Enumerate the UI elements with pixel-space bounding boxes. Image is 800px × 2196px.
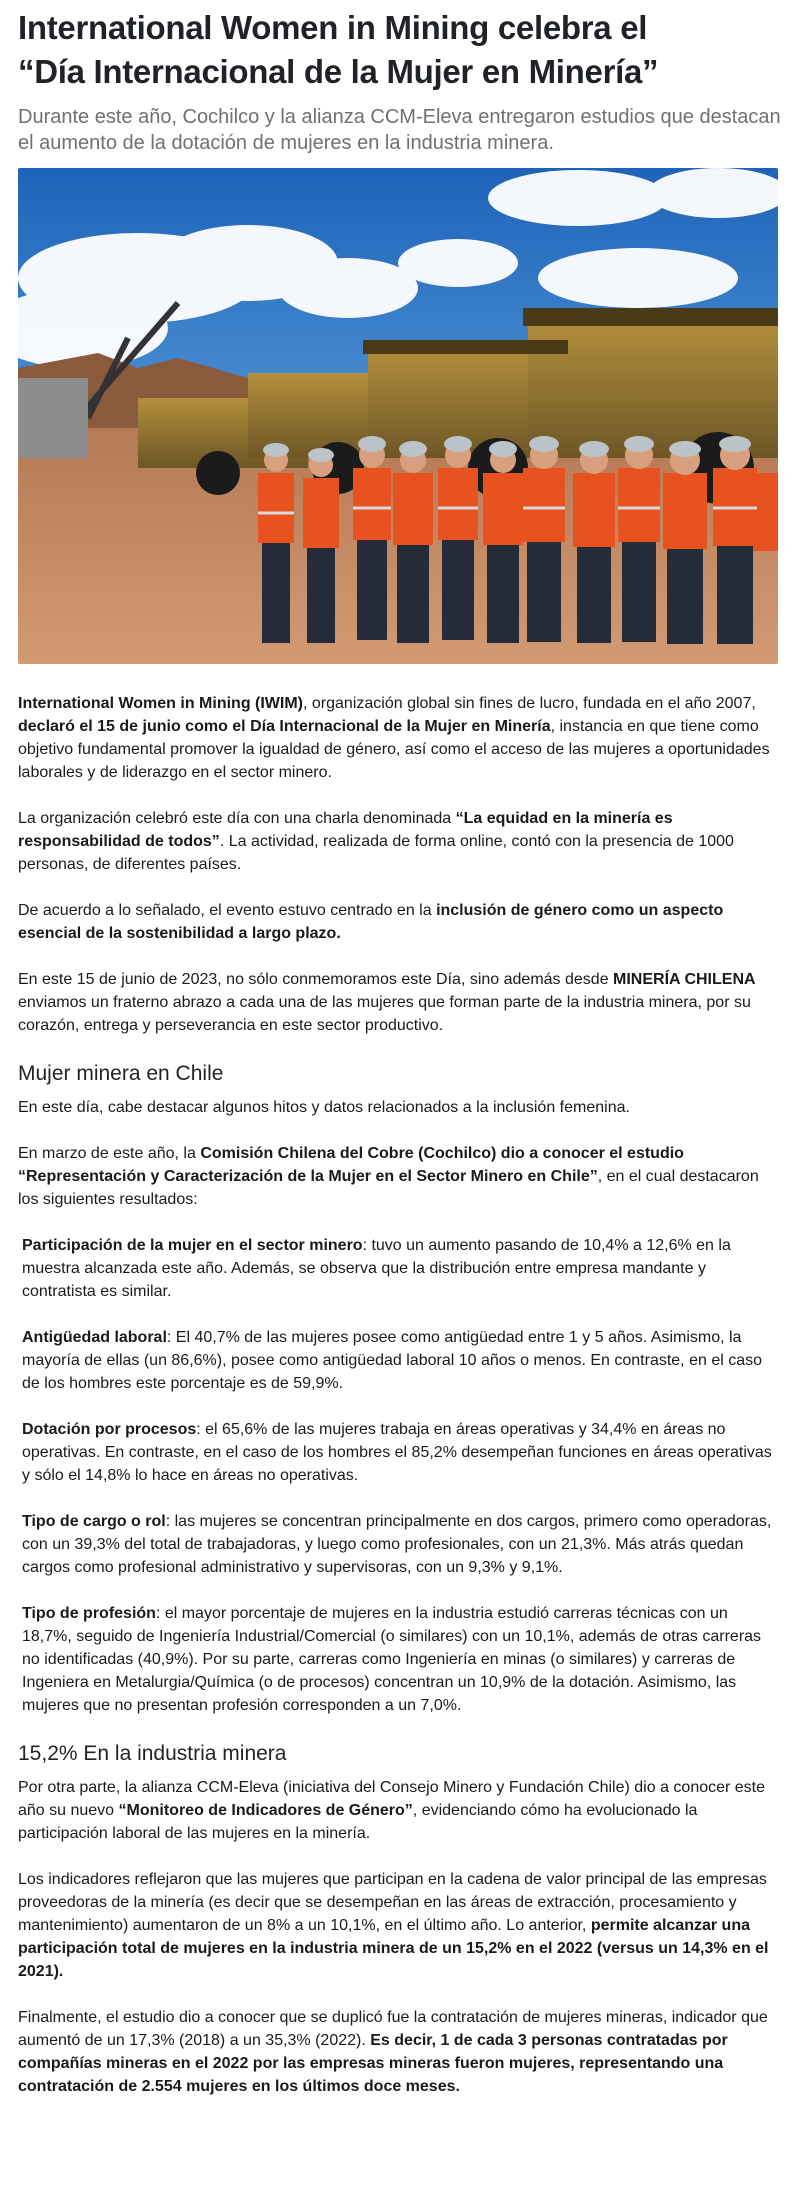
article-title (18, 6, 782, 94)
bold-text: Dotación por procesos (22, 1421, 197, 1438)
bold-text: Tipo de cargo o rol (22, 1513, 166, 1530)
paragraph-contratacion (18, 2006, 782, 2098)
text-run: , instancia en que tiene como objetivo fundamental promover la igualdad de género, así como el acceso de las mujeres a oportunidades laborales y de liderazgo en el sector minero. (18, 718, 770, 781)
result-dotacion (18, 1418, 782, 1487)
bold-text: permite alcanzar una participación total de mujeres en la industria minera de un 15,2% en el 2022 (versus un 14,3% en el 2021). (18, 1917, 769, 1980)
title-line-2: “Día Internacional de la Mujer en Minería” (18, 53, 659, 90)
text-run: enviamos un fraterno abrazo a cada una de las mujeres que forman parte de la industria minera, por su corazón, entrega y perseverancia en este sector productivo. (18, 994, 751, 1034)
text-run: : tuvo un aumento pasando de 10,4% a 12,6% en la muestra alcanzada este año. Además, se observa que la distribución entre empresa mandante y contratista es similar. (22, 1237, 731, 1300)
bold-text: declaró el 15 de junio como el Día Internacional de la Mujer en Minería (18, 718, 551, 735)
text-run: Los indicadores reflejaron que las mujeres que participan en la cadena de valor principal de las empresas proveedoras de la minería (es decir que se desempeñan en las áreas de extracción, procesamiento y mantenimiento) aumentaron de un 8% a un 10,1%, en el último año. Lo anterior, (18, 1871, 767, 1934)
paragraph-intro (18, 692, 782, 784)
paragraph-charla (18, 807, 782, 876)
paragraph-hitos (18, 1096, 782, 1119)
text-run: La organización celebró este día con una charla denominada (18, 810, 456, 827)
bold-text: “Monitoreo de Indicadores de Género” (118, 1802, 413, 1819)
bold-text: inclusión de género como un aspecto esencial de la sostenibilidad a largo plazo. (18, 902, 724, 942)
text-run: En marzo de este año, la (18, 1145, 201, 1162)
result-participacion (18, 1234, 782, 1303)
paragraph-cochilco (18, 1142, 782, 1211)
bold-text: Tipo de profesión (22, 1605, 156, 1622)
paragraph-conmemoracion (18, 968, 782, 1037)
section-heading-mujer-minera: Mujer minera en Chile (18, 1062, 224, 1085)
title-line-1: International Women in Mining celebra el (18, 9, 648, 46)
text-run: En este 15 de junio de 2023, no sólo conmemoramos este Día, sino además desde (18, 971, 614, 988)
hero-photo (18, 168, 778, 664)
bold-text: Antigüedad laboral (22, 1329, 167, 1346)
paragraph-indicadores (18, 1868, 782, 1983)
text-run: En este día, cabe destacar algunos hitos y datos relacionados a la inclusión femenina. (18, 1099, 630, 1116)
text-run: Por otra parte, la alianza CCM-Eleva (iniciativa del Consejo Minero y Fundación Chile) dio a conocer este año su nuevo (18, 1779, 766, 1819)
text-run: , evidenciando cómo ha evolucionado la participación laboral de las mujeres en la minería. (18, 1802, 698, 1842)
text-run: , en el cual destacaron los siguientes resultados: (18, 1168, 759, 1208)
text-run: , organización global sin fines de lucro, fundada en el año 2007, (303, 695, 756, 712)
text-run: . La actividad, realizada de forma online, contó con la presencia de 1000 personas, de diferentes países. (18, 833, 734, 873)
article-subtitle: Durante este año, Cochilco y la alianza CCM-Eleva entregaron estudios que destacan el aumento de la dotación de mujeres en la industria minera. (18, 106, 781, 154)
bold-text: “La equidad en la minería es responsabilidad de todos” (18, 810, 673, 850)
section-heading-industria: 15,2% En la industria minera (18, 1742, 287, 1765)
bold-text: Es decir, 1 de cada 3 personas contratadas por compañías mineras en el 2022 por las empresas mineras fueron mujeres, representando una contratación de 2.554 mujeres en los últimos doce meses. (18, 2032, 728, 2095)
result-profesion (18, 1602, 782, 1717)
text-run: : el 65,6% de las mujeres trabaja en áreas operativas y 34,4% en áreas no operativas. En contraste, en el caso de los hombres el 85,2% desempeñan funciones en áreas operativas y sólo el 14,8% lo hace en áreas no operativas. (22, 1421, 772, 1484)
text-run: : El 40,7% de las mujeres posee como antigüedad entre 1 y 5 años. Asimismo, la mayoría de ellas (un 86,6%), posee como antigüedad laboral 10 años o menos. En contraste, en el caso de los hombres este porcentaje es de 59,9%. (22, 1329, 763, 1392)
text-run: De acuerdo a lo señalado, el evento estuvo centrado en la (18, 902, 437, 919)
result-cargo (18, 1510, 782, 1579)
bold-text: Comisión Chilena del Cobre (Cochilco) dio a conocer el estudio “Representación y Caracterización de la Mujer en el Sector Minero en Chile” (18, 1145, 684, 1185)
result-antiguedad (18, 1326, 782, 1395)
paragraph-ccm-eleva (18, 1776, 782, 1845)
text-run: : las mujeres se concentran principalmente en dos cargos, primero como operadoras, con un 39,3% del total de trabajadoras, y luego como profesionales, con un 21,3%. Más atrás quedan cargos como profesional administrativo y supervisoras, con un 9,3% y 9,1%. (22, 1513, 772, 1576)
bold-text: Participación de la mujer en el sector minero (22, 1237, 363, 1254)
bold-text: MINERÍA CHILENA (613, 971, 756, 988)
paragraph-evento (18, 899, 782, 945)
text-run: : el mayor porcentaje de mujeres en la industria estudió carreras técnicas con un 18,7%, seguido de Ingeniería Industrial/Comercial (o similares) con un 10,1%, además de otras carreras no identificadas (40,9%). Por su parte, carreras como Ingeniería en minas (o similares) y carreras de Ingeniera en Metalurgia/Química (o de procesos) concentran un 10,9% de la dotación. Asimismo, las mujeres que no presentan profesión corresponden a un 7,0%. (22, 1605, 762, 1714)
bold-text: International Women in Mining (IWIM) (18, 695, 304, 712)
text-run: Finalmente, el estudio dio a conocer que se duplicó fue la contratación de mujeres mineras, indicador que aumentó de un 17,3% (2018) a un 35,3% (2022). (18, 2009, 768, 2049)
